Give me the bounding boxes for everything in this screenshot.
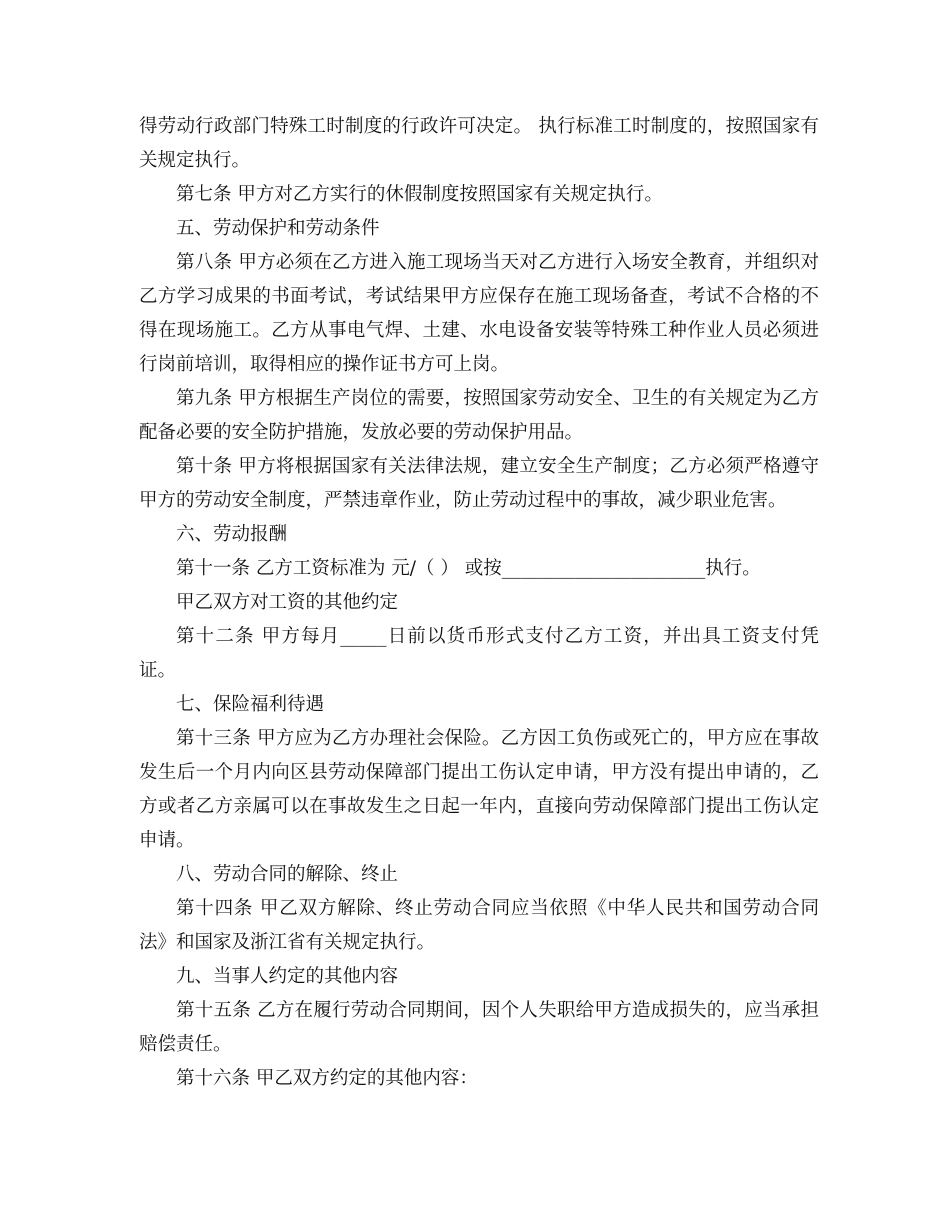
article-9: 第九条 甲方根据生产岗位的需要，按照国家劳动安全、卫生的有关规定为乙方配备必要的安全防护措施，发放必要的劳动保护用品。 [139,388,819,443]
article-7: 第七条 甲方对乙方实行的休假制度按照国家有关规定执行。 [176,184,663,205]
article-12: 第十二条 甲方每月_____日前以货币形式支付乙方工资，并出具工资支付凭证。 [139,626,819,681]
section-heading-5: 五、劳动保护和劳动条件 [176,218,380,239]
article-14: 第十四条 甲乙双方解除、终止劳动合同应当依照《中华人民共和国劳动合同法》和国家及浙江省有关规定执行。 [139,898,819,953]
wage-other-agreement: 甲乙双方对工资的其他约定 [176,592,399,613]
section-heading-9: 九、当事人约定的其他内容 [176,966,399,987]
article-16: 第十六条 甲乙双方约定的其他内容： [176,1068,478,1089]
section-heading-8: 八、劳动合同的解除、终止 [176,864,399,885]
article-15: 第十五条 乙方在履行劳动合同期间，因个人失职给甲方造成损失的，应当承担赔偿责任。 [139,1000,819,1055]
article-11: 第十一条 乙方工资标准为 元/（ ） 或按______________________执行。 [176,558,761,579]
article-10: 第十条 甲方将根据国家有关法律法规，建立安全生产制度；乙方必须严格遵守甲方的劳动安全制度，严禁违章作业，防止劳动过程中的事故，减少职业危害。 [139,456,819,511]
section-heading-7: 七、保险福利待遇 [176,694,325,715]
paragraph-continuation: 得劳动行政部门特殊工时制度的行政许可决定。 执行标准工时制度的，按照国家有关规定执行。 [139,116,819,171]
article-13: 第十三条 甲方应为乙方办理社会保险。乙方因工负伤或死亡的，甲方应在事故发生后一个月内向区县劳动保障部门提出工伤认定申请，甲方没有提出申请的，乙方或者乙方亲属可以在事故发生之日起一年内，直接向劳动保障部门提出工伤认定申请。 [139,728,819,851]
section-heading-6: 六、劳动报酬 [176,524,288,545]
article-8: 第八条 甲方必须在乙方进入施工现场当天对乙方进行入场安全教育，并组织对乙方学习成果的书面考试，考试结果甲方应保存在施工现场备查，考试不合格的不得在现场施工。乙方从事电气焊、土建、水电设备安装等特殊工种作业人员必须进行岗前培训，取得相应的操作证书方可上岗。 [139,252,819,375]
document-body [139,110,819,1096]
